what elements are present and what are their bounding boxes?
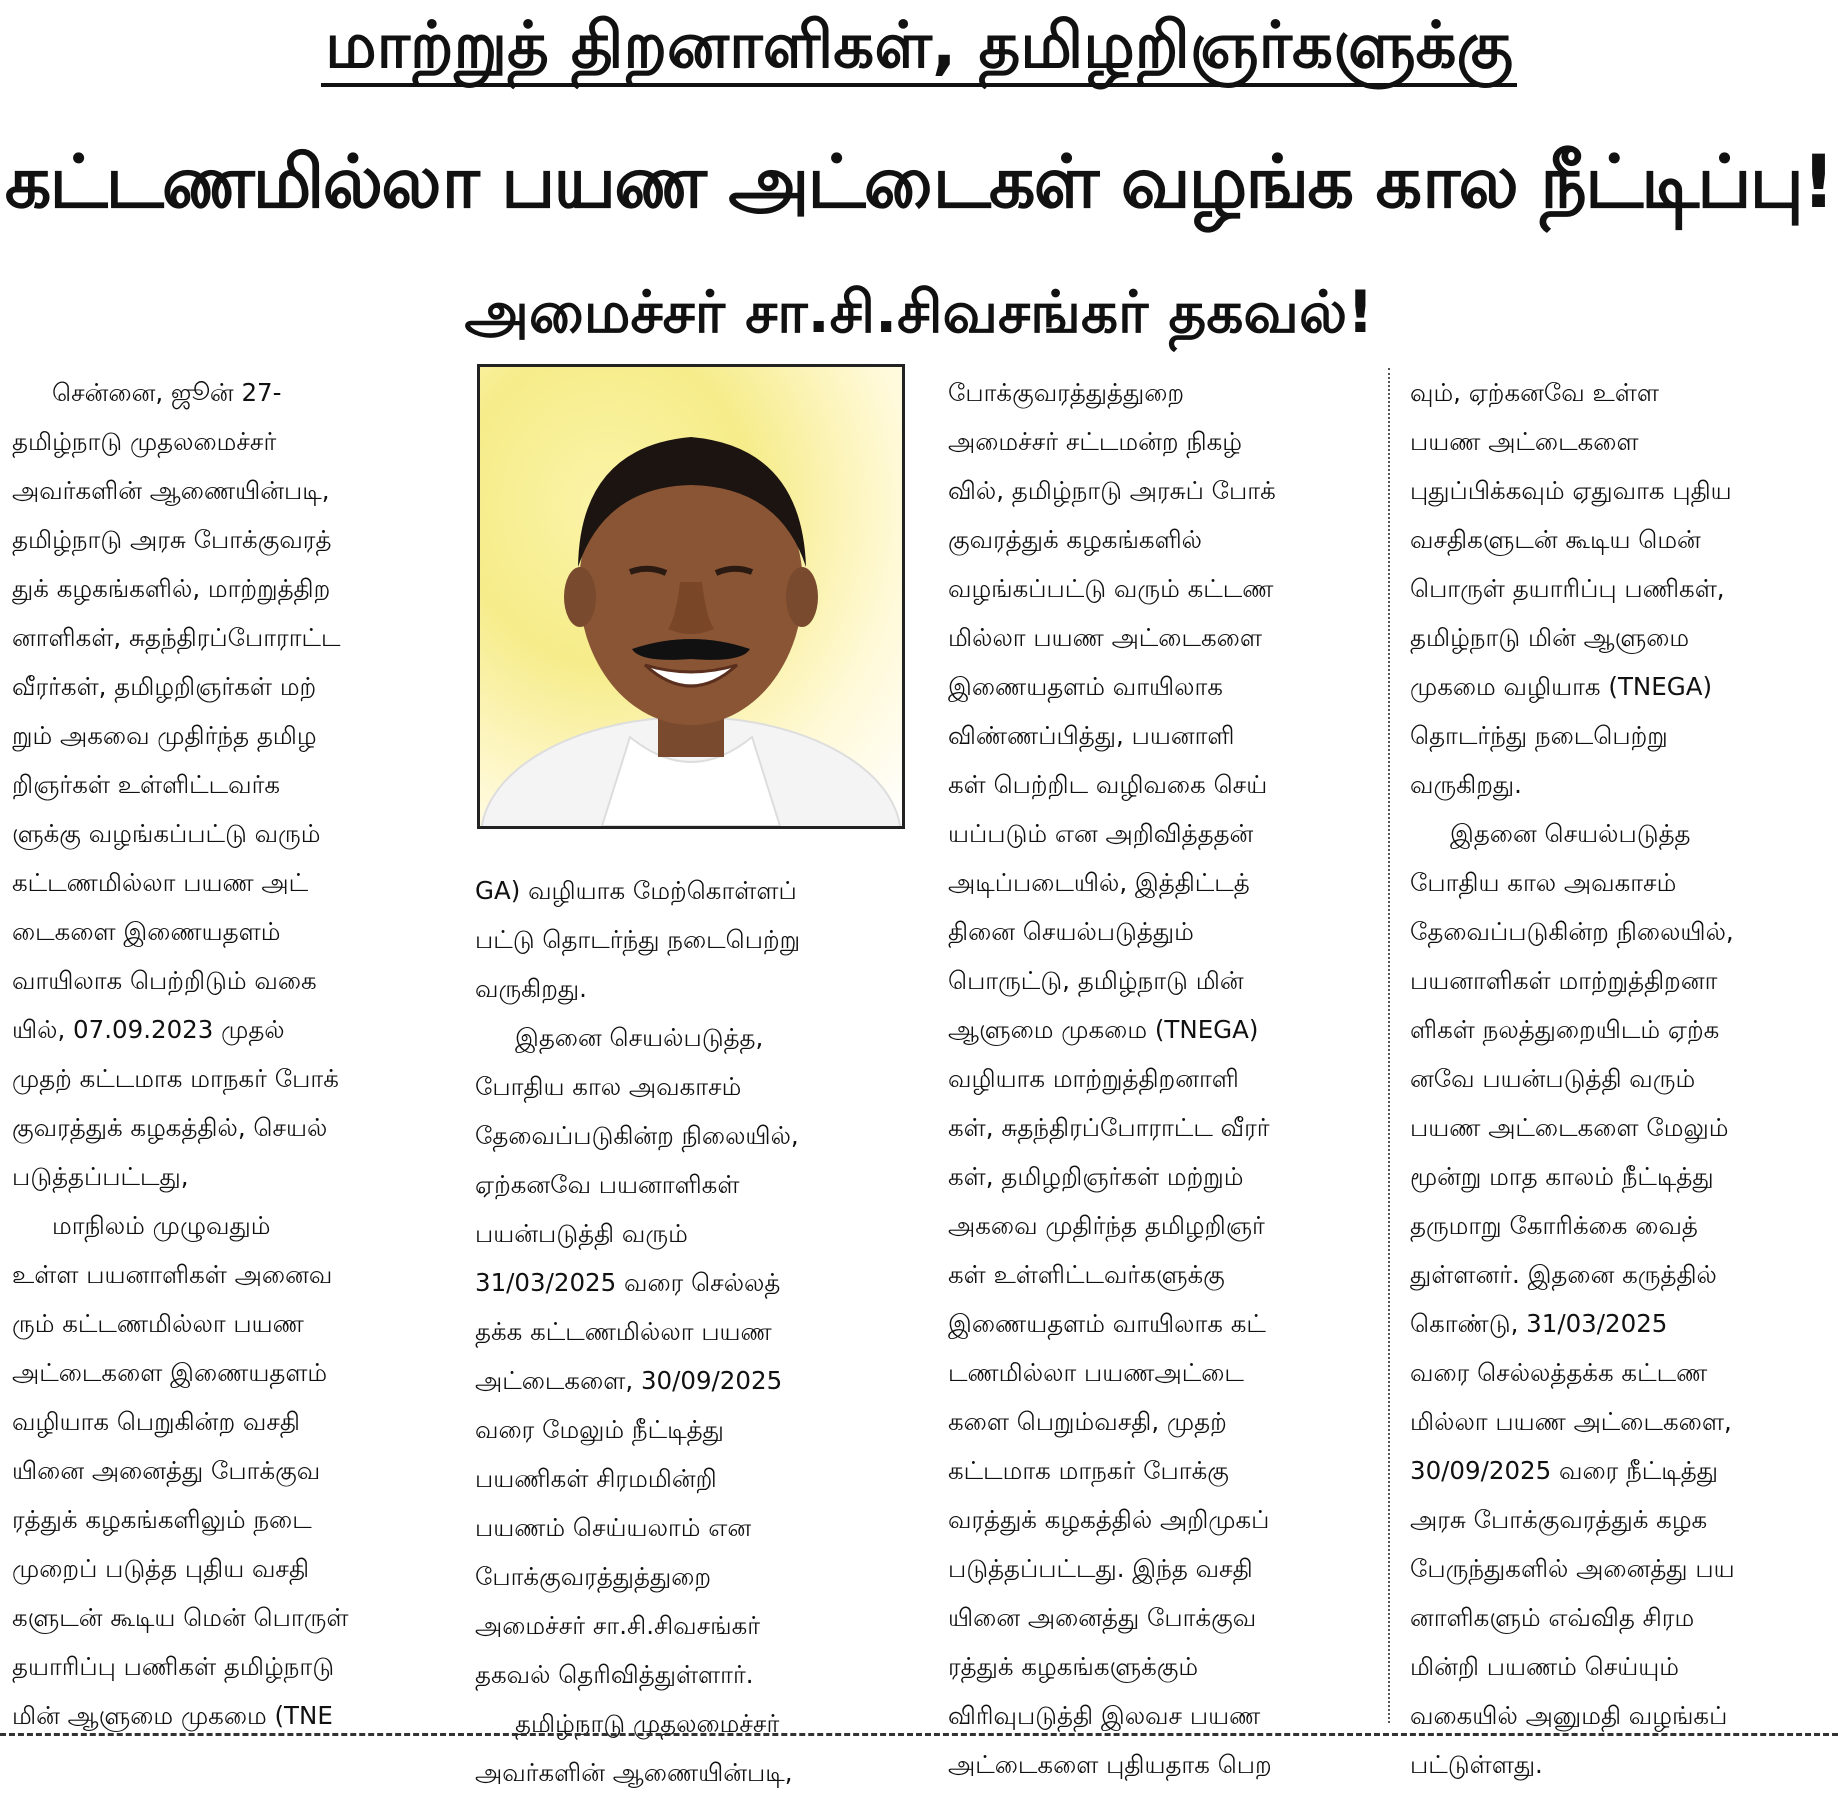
article-line: ஆளுமை முகமை (TNEGA) [948,1015,1259,1044]
article-kicker [0,4,1838,88]
article-line: மின்றி பயணம் செய்யும் [1410,1652,1680,1681]
article-line: கள், தமிழறிஞர்கள் மற்றும் [948,1162,1244,1191]
article-line: களை பெறும்வசதி, முதற் [948,1407,1227,1436]
article-line: யினை அனைத்து போக்குவ [12,1456,321,1485]
article-line: றிஞர்கள் உள்ளிட்டவர்க [12,770,281,799]
article-line: ரத்துக் கழகங்களிலும் நடை [12,1505,312,1534]
article-line: பயன்படுத்தி வரும் [475,1219,688,1248]
article-line: சென்னை, ஜூன் 27- [52,378,282,407]
article-line: வில், தமிழ்நாடு அரசுப் போக் [948,476,1276,505]
article-line: அரசு போக்குவரத்துக் கழக [1410,1505,1708,1534]
article-line: புதுப்பிக்கவும் ஏதுவாக புதிய [1410,476,1732,505]
article-line: வருகிறது. [475,974,587,1003]
article-line: 31/03/2025 வரை செல்லத் [475,1268,781,1297]
article-subhead: அமைச்சர் சா.சி.சிவசங்கர் தகவல்! [464,278,1374,346]
article-line: குவரத்துக் கழகங்களில் [948,525,1203,554]
article-line: இதனை செயல்படுத்த, [515,1023,764,1052]
article-line: யில், 07.09.2023 முதல் [12,1015,285,1044]
article-line: 30/09/2025 வரை நீட்டித்து [1410,1456,1718,1485]
article-line: இணையதளம் வாயிலாக கட் [948,1309,1266,1338]
article-line: துக் கழகங்களில், மாற்றுத்திற [12,574,331,603]
article-line: வீரர்கள், தமிழறிஞர்கள் மற் [12,672,317,701]
article-line: அட்டைகளை இணையதளம் [12,1358,328,1387]
article-line: இணையதளம் வாயிலாக [948,672,1223,701]
article-line: அமைச்சர் சட்டமன்ற நிகழ் [948,427,1243,456]
minister-photo [477,364,905,829]
article-line: யினை அனைத்து போக்குவ [948,1603,1257,1632]
article-line: வழியாக பெறுகின்ற வசதி [12,1407,300,1436]
article-line: முகமை வழியாக (TNEGA) [1410,672,1713,701]
article-line: விரிவுபடுத்தி இலவச பயண [948,1701,1261,1730]
article-line: GA) வழியாக மேற்கொள்ளப் [475,876,797,905]
article-line: கட்டமாக மாநகர் போக்கு [948,1456,1229,1485]
article-line: அட்டைகளை, 30/09/2025 [475,1366,783,1395]
article-line: தகவல் தெரிவித்துள்ளார். [475,1660,754,1689]
article-line: உள்ள பயனாளிகள் அனைவ [12,1260,333,1289]
article-line: அட்டைகளை புதியதாக பெற [948,1750,1272,1779]
article-line: தருமாறு கோரிக்கை வைத் [1410,1211,1698,1240]
article-line: பயணிகள் சிரமமின்றி [475,1464,717,1493]
article-line: பயனாளிகள் மாற்றுத்திறனா [1410,966,1718,995]
article-line: டைகளை இணையதளம் [12,917,281,946]
article-line: தமிழ்நாடு மின் ஆளுமை [1410,623,1690,652]
article-line: வரத்துக் கழகத்தில் அறிமுகப் [948,1505,1270,1534]
article-line: கட்டணமில்லா பயண அட் [12,868,309,897]
article-column-4 [1410,368,1832,1789]
article-line: பட்டுள்ளது. [1410,1750,1543,1779]
article-line: பொருட்டு, தமிழ்நாடு மின் [948,966,1244,995]
article-line: ளிகள் நலத்துறையிடம் ஏற்க [1410,1015,1720,1044]
article-line: டணமில்லா பயணஅட்டை [948,1358,1244,1387]
article-line: வரை மேலும் நீட்டித்து [475,1415,724,1444]
article-line: னாளிகள், சுதந்திரப்போராட்ட [12,623,341,652]
article-line: தமிழ்நாடு அரசு போக்குவரத் [12,525,332,554]
article-column-3 [948,368,1368,1789]
article-line: தமிழ்நாடு முதலமைச்சர் [515,1709,780,1738]
article-line: அமைச்சர் சா.சி.சிவசங்கர் [475,1611,761,1640]
article-line: அடிப்படையில், இத்திட்டத் [948,868,1250,897]
article-line: போக்குவரத்துத்துறை [948,378,1185,407]
article-line: முதற் கட்டமாக மாநகர் போக் [12,1064,339,1093]
article-line: விண்ணப்பித்து, பயனாளி [948,721,1235,750]
article-line: துள்ளனர். இதனை கருத்தில் [1410,1260,1717,1289]
article-line: குவரத்துக் கழகத்தில், செயல் [12,1113,328,1142]
article-line: இதனை செயல்படுத்த [1450,819,1691,848]
article-line: பொருள் தயாரிப்பு பணிகள், [1410,574,1725,603]
article-line: னாளிகளும் எவ்வித சிரம [1410,1603,1695,1632]
article-line: பேருந்துகளில் அனைத்து பய [1410,1554,1735,1583]
article-column-1 [12,368,432,1740]
article-line: வருகிறது. [1410,770,1522,799]
article-line: வழங்கப்பட்டு வரும் கட்டண [948,574,1274,603]
article-line: தேவைப்படுகின்ற நிலையில், [1410,917,1734,946]
article-line: வகையில் அனுமதி வழங்கப் [1410,1701,1728,1730]
article-line: யப்படும் என அறிவித்ததன் [948,819,1254,848]
article-line: அவர்களின் ஆணையின்படி, [12,476,330,505]
article-line: றும் அகவை முதிர்ந்த தமிழ [12,721,317,750]
kicker-text: மாற்றுத் திறனாளிகள், தமிழறிஞர்களுக்கு [321,9,1517,87]
article-line: ரத்துக் கழகங்களுக்கும் [948,1652,1199,1681]
article-line: களுடன் கூடிய மென் பொருள் [12,1603,349,1632]
article-line: வழியாக மாற்றுத்திறனாளி [948,1064,1239,1093]
article-line: ளுக்கு வழங்கப்பட்டு வரும் [12,819,321,848]
article-line: பயணம் செய்யலாம் என [475,1513,752,1542]
article-line: வும், ஏற்கனவே உள்ள [1410,378,1659,407]
article-headline: கட்டணமில்லா பயண அட்டைகள் வழங்க கால நீட்டிப்பு! [4,140,1834,225]
article-line: கள், சுதந்திரப்போராட்ட வீரர் [948,1113,1270,1142]
article-line: கள் உள்ளிட்டவர்களுக்கு [948,1260,1225,1289]
bottom-divider [0,1733,1838,1736]
article-line: போதிய கால அவகாசம் [1410,868,1677,897]
article-line: கொண்டு, 31/03/2025 [1410,1309,1668,1338]
article-line: வரை செல்லத்தக்க கட்டண [1410,1358,1708,1387]
portrait-illustration [480,367,902,826]
article-line: தொடர்ந்து நடைபெற்று [1410,721,1668,750]
article-line: அகவை முதிர்ந்த தமிழறிஞர் [948,1211,1265,1240]
article-line: தயாரிப்பு பணிகள் தமிழ்நாடு [12,1652,335,1681]
article-line: தக்க கட்டணமில்லா பயண [475,1317,772,1346]
article-line: பயண அட்டைகளை [1410,427,1639,456]
article-line: தேவைப்படுகின்ற நிலையில், [475,1121,799,1150]
article-line: படுத்தப்பட்டது. இந்த வசதி [948,1554,1253,1583]
article-line: முறைப் படுத்த புதிய வசதி [12,1554,310,1583]
article-line: பட்டு தொடர்ந்து நடைபெற்று [475,925,801,954]
article-line: பயண அட்டைகளை மேலும் [1410,1113,1729,1142]
article-line: ஏற்கனவே பயனாளிகள் [475,1170,740,1199]
article-line: வாயிலாக பெற்றிடும் வகை [12,966,317,995]
article-line: கள் பெற்றிட வழிவகை செய் [948,770,1268,799]
article-line: மில்லா பயண அட்டைகளை [948,623,1262,652]
article-line: ரும் கட்டணமில்லா பயண [12,1309,304,1338]
article-line: தமிழ்நாடு முதலமைச்சர் [12,427,277,456]
article-line: போக்குவரத்துத்துறை [475,1562,712,1591]
article-line: னவே பயன்படுத்தி வரும் [1410,1064,1696,1093]
article-line: படுத்தப்பட்டது, [12,1162,189,1191]
article-line: மூன்று மாத காலம் நீட்டித்து [1410,1162,1714,1191]
article-line: அவர்களின் ஆணையின்படி, [475,1758,793,1787]
article-line: தினை செயல்படுத்தும் [948,917,1194,946]
article-line: மில்லா பயண அட்டைகளை, [1410,1407,1732,1436]
article-line: மாநிலம் முழுவதும் [52,1211,271,1240]
article-line: போதிய கால அவகாசம் [475,1072,742,1101]
column-divider [1388,368,1390,1723]
article-line: மின் ஆளுமை முகமை (TNE [12,1701,333,1730]
article-line: வசதிகளுடன் கூடிய மென் [1410,525,1701,554]
article-column-2 [475,866,903,1797]
